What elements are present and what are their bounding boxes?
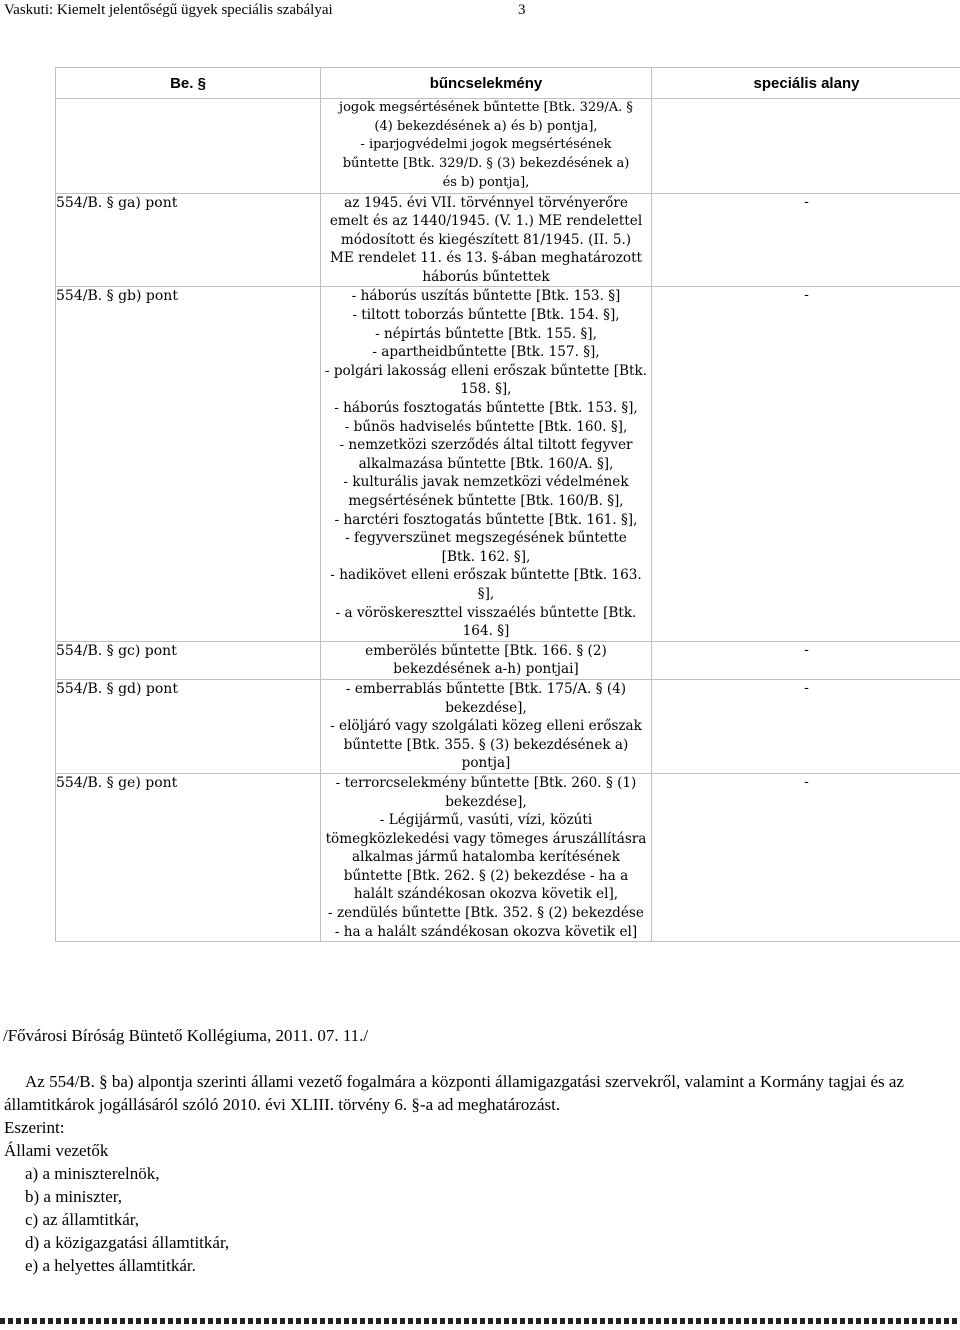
offense-line: - háborús uszítás bűntette [Btk. 153. §] bbox=[351, 288, 621, 305]
list-item: d) a közigazgatási államtitkár, bbox=[25, 1233, 230, 1252]
offense-line: - háborús fosztogatás bűntette [Btk. 153. §], bbox=[334, 400, 638, 417]
definition-label: Eszerint: bbox=[4, 1118, 65, 1137]
header-offense: bűncselekmény bbox=[321, 68, 652, 99]
offense-line: bűntette [Btk. 355. § (3) bekezdésének a) bbox=[343, 736, 629, 753]
section-cell: 554/B. § gb) pont bbox=[56, 287, 321, 641]
section-cell: 554/B. § ga) pont bbox=[56, 193, 321, 287]
offense-line: az 1945. évi VII. törvénnyel törvényerőre bbox=[344, 194, 628, 211]
offense-line: - ha a halált szándékosan okozva követik el] bbox=[334, 923, 638, 940]
header-section: Be. § bbox=[56, 68, 321, 99]
subject-cell: - bbox=[652, 641, 960, 679]
section-cell bbox=[56, 99, 321, 194]
offense-cell bbox=[321, 679, 652, 773]
offense-line: alkalmas jármű hatalomba kerítésének bbox=[352, 849, 620, 866]
offense-line: bekezdése], bbox=[445, 793, 527, 810]
offense-line: halált szándékosan okozva követik el], bbox=[353, 886, 619, 903]
header-title: Vaskuti: Kiemelt jelentőségű ügyek speciális szabályai bbox=[4, 2, 333, 18]
offense-line: - kulturális javak nemzetközi védelmének bbox=[343, 474, 629, 491]
offense-cell bbox=[321, 641, 652, 679]
offense-line: - bűnös hadviselés bűntette [Btk. 160. §], bbox=[344, 418, 628, 435]
subject-cell bbox=[652, 99, 960, 194]
offense-line: háborús bűntettek bbox=[422, 268, 550, 285]
offense-line: - tiltott toborzás bűntette [Btk. 154. §], bbox=[352, 307, 620, 324]
offense-cell bbox=[321, 99, 652, 194]
subject-cell: - bbox=[652, 679, 960, 773]
offense-line: és b) pontja], bbox=[442, 174, 530, 190]
offense-line: ME rendelet 11. és 13. §-ában meghatározott bbox=[330, 250, 642, 267]
offense-cell bbox=[321, 193, 652, 287]
offense-line: alkalmazása bűntette [Btk. 160/A. §], bbox=[358, 455, 614, 472]
offense-line: tömegközlekedési vagy tömeges áruszállításra bbox=[325, 830, 647, 847]
offense-line: (4) bekezdésének a) és b) pontja], bbox=[374, 118, 598, 134]
offense-line: - harctéri fosztogatás bűntette [Btk. 161. §], bbox=[334, 511, 638, 528]
offense-line: bekezdése], bbox=[445, 699, 527, 716]
official-list bbox=[4, 1162, 954, 1277]
offense-line: - hadikövet elleni erőszak bűntette [Btk. 163. bbox=[330, 567, 642, 584]
offense-line: megsértésének bűntette [Btk. 160/B. §], bbox=[348, 493, 624, 510]
offense-line: [Btk. 162. §], bbox=[441, 548, 531, 565]
table-row bbox=[56, 99, 960, 194]
section-cell: 554/B. § ge) pont bbox=[56, 773, 321, 941]
offense-table bbox=[55, 67, 960, 942]
table-row bbox=[56, 641, 960, 679]
list-title: Állami vezetők bbox=[4, 1141, 109, 1160]
list-item: a) a miniszterelnök, bbox=[25, 1164, 160, 1183]
offense-line: - Légijármű, vasúti, vízi, közúti bbox=[379, 812, 593, 829]
table-row bbox=[56, 193, 960, 287]
offense-line: 158. §], bbox=[460, 381, 512, 398]
definition-section bbox=[4, 1070, 954, 1277]
offense-line: pontja] bbox=[461, 755, 511, 772]
offense-line: bűntette [Btk. 329/D. § (3) bekezdésének a) bbox=[342, 156, 630, 172]
offense-line: - emberrablás bűntette [Btk. 175/A. § (4) bbox=[345, 680, 627, 697]
subject-cell: - bbox=[652, 773, 960, 941]
page-number: 3 bbox=[518, 2, 526, 18]
offense-line: - elöljáró vagy szolgálati közeg elleni erőszak bbox=[330, 718, 642, 735]
offense-line: emberölés bűntette [Btk. 166. § (2) bbox=[365, 642, 607, 659]
offense-cell bbox=[321, 773, 652, 941]
offense-line: bekezdésének a-h) pontjai] bbox=[393, 661, 579, 678]
list-item: c) az államtitkár, bbox=[25, 1210, 140, 1229]
offense-cell bbox=[321, 287, 652, 641]
list-item: b) a miniszter, bbox=[25, 1187, 123, 1206]
definition-paragraph: Az 554/B. § ba) alpontja szerinti állami vezető fogalmára a központi államigazgatási szervekről, valamint a Kormány tagjai és az államtitkárok jogállásáról szóló 2010. évi XLIII. törvény 6. §-a ad meghatározást. bbox=[4, 1072, 904, 1114]
offense-line: - iparjogvédelmi jogok megsértésének bbox=[360, 137, 612, 153]
offense-line: - a vöröskereszttel visszaélés bűntette [Btk. bbox=[335, 604, 637, 621]
offense-line: §], bbox=[477, 585, 495, 602]
offense-line: - fegyverszünet megszegésének bűntette bbox=[345, 530, 627, 547]
offense-line: - zendülés bűntette [Btk. 352. § (2) bekezdése bbox=[328, 905, 644, 922]
subject-cell: - bbox=[652, 287, 960, 641]
offense-line: bűntette [Btk. 262. § (2) bekezdése - ha a bbox=[343, 867, 629, 884]
section-cell: 554/B. § gd) pont bbox=[56, 679, 321, 773]
page-header bbox=[4, 0, 524, 22]
offense-line: - nemzetközi szerződés által tiltott fegyver bbox=[339, 437, 633, 454]
table-row bbox=[56, 287, 960, 641]
table-row bbox=[56, 679, 960, 773]
table-row bbox=[56, 773, 960, 941]
offense-line: - népirtás bűntette [Btk. 155. §], bbox=[375, 325, 597, 342]
section-cell: 554/B. § gc) pont bbox=[56, 641, 321, 679]
offense-line: - polgári lakosság elleni erőszak bűntette [Btk. bbox=[324, 362, 648, 379]
subject-cell: - bbox=[652, 193, 960, 287]
offense-line: - apartheidbűntette [Btk. 157. §], bbox=[372, 344, 600, 361]
list-item: e) a helyettes államtitkár. bbox=[25, 1256, 196, 1275]
offense-line: jogok megsértésének bűntette [Btk. 329/A. § bbox=[339, 100, 633, 115]
offense-line: 164. §] bbox=[462, 623, 510, 640]
dotted-bottom-border bbox=[0, 1318, 960, 1324]
header-special-subject: speciális alany bbox=[652, 68, 960, 99]
table-header-row bbox=[56, 68, 960, 99]
offense-line: - terrorcselekmény bűntette [Btk. 260. § (1) bbox=[335, 774, 637, 791]
court-reference: /Fővárosi Bíróság Büntető Kollégiuma, 2011. 07. 11./ bbox=[3, 1026, 369, 1045]
offense-line: módosított és kiegészített 81/1945. (II. 5.) bbox=[340, 231, 632, 248]
offense-line: emelt és az 1440/1945. (V. 1.) ME rendelettel bbox=[329, 213, 643, 230]
